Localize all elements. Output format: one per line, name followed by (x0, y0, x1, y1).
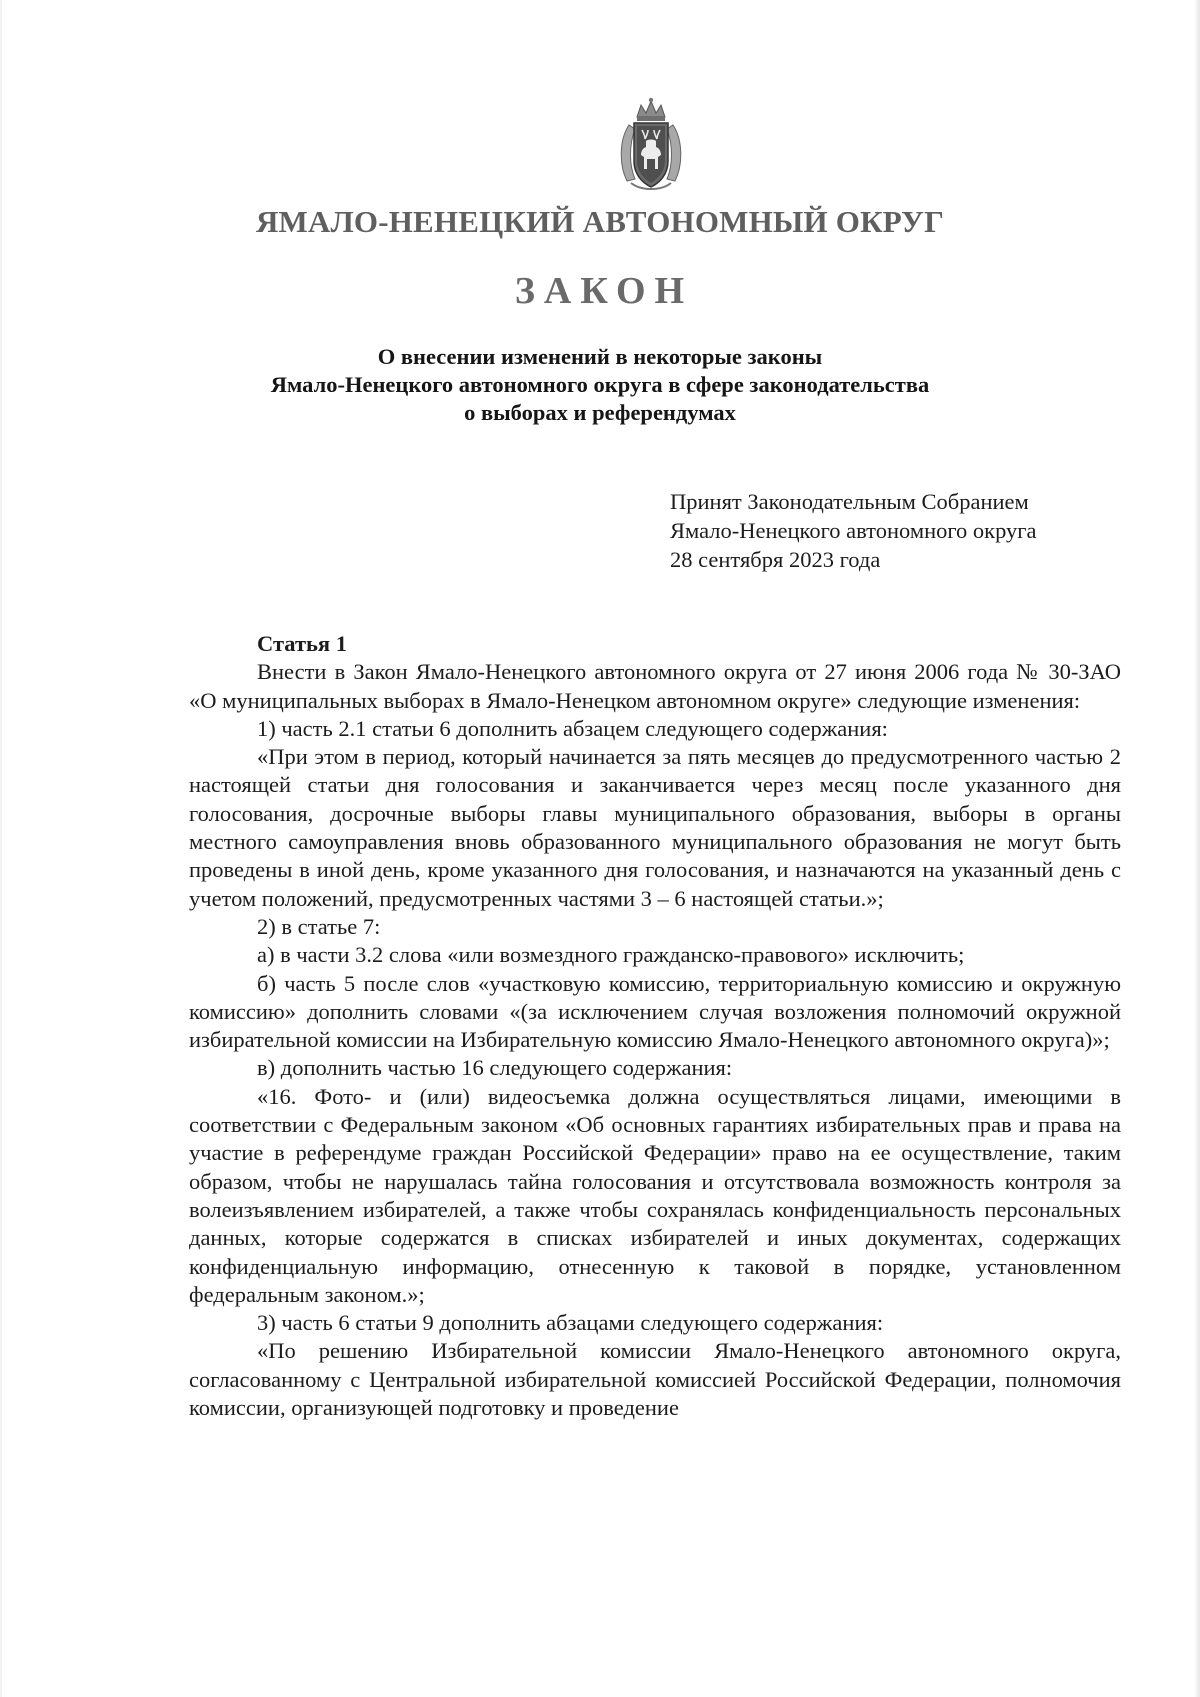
document-type: ЗАКОН (514, 270, 694, 312)
title-line: О внесении изменений в некоторые законы (377, 344, 823, 369)
paragraph-quote-16: «16. Фото- и (или) видеосъемка должна осуществляться лицами, имеющими в соответствии с Федеральным законом «Об основных гарантиях избирательных прав и права на участие в референдуме граждан Российской Федерации» право на ее осуществление, таким образом, чтобы не нарушалась тайна голосования и отсутствовала возможность контроля за волеизъявлением избирателей, а также чтобы сохранялась конфиденциальность персональных данных, которые содержатся в списках избирателей и иных документах, содержащих конфиденциальную информацию, отнесенную к таковой в порядке, установленном федеральным законом.»; (189, 1083, 1121, 1307)
page-right-edge (1194, 0, 1200, 1697)
paragraph-intro: Внести в Закон Ямало-Ненецкого автономного округа от 27 июня 2006 года № 30-ЗАО «О муниципальных выборах в Ямало-Ненецком автономном округе» следующие изменения: (189, 659, 1121, 713)
title-line: о выборах и референдумах (464, 400, 736, 425)
paragraph-item-2a: а) в части 3.2 слова «или возмездного гражданско-правового» исключить; (257, 942, 965, 968)
paragraph-quote-1: «При этом в период, который начинается за пять месяцев до предусмотренного частью 2 настоящей статьи дня голосования и заканчивается через месяц после указанного дня голосования, досрочные выборы главы муниципального образования, выборы в органы местного самоуправления вновь образованного муниципального образования не могут быть проведены в иной день, кроме указанного дня голосования, и назначаются на указанный день с учетом положений, предусмотренных частями 3 – 6 настоящей статьи.»; (189, 744, 1121, 911)
adoption-date: 28 сентября 2023 года (670, 547, 881, 572)
article-body (189, 630, 1121, 1422)
article-heading: Статья 1 (257, 631, 347, 656)
paragraph-item-3: 3) часть 6 статьи 9 дополнить абзацами следующего содержания: (257, 1310, 884, 1336)
paragraph-quote-3: «По решению Избирательной комиссии Ямало-Ненецкого автономного округа, согласованному с Центральной избирательной комиссией Российской Федерации, полномочия комиссии, организующей подготовку и проведение (189, 1338, 1121, 1421)
adoption-line: Принят Законодательным Собранием (670, 489, 1029, 514)
page-left-edge (0, 0, 2, 1697)
paragraph-item-2b: б) часть 5 после слов «участковую комиссию, территориальную комиссию и окружную комиссию» дополнить словами «(за исключением случая возложения полномочий окружной избирательной комиссии на Избирательную комиссию Ямало-Ненецкого автономного округа)»; (189, 970, 1121, 1053)
paragraph-item-2v: в) дополнить частью 16 следующего содержания: (257, 1055, 733, 1081)
title-line: Ямало-Ненецкого автономного округа в сфере законодательства (270, 372, 930, 397)
document-title (0, 343, 1200, 427)
adoption-line: Ямало-Ненецкого автономного округа (670, 518, 1037, 543)
paragraph-item-1: 1) часть 2.1 статьи 6 дополнить абзацем следующего содержания: (257, 715, 888, 741)
paragraph-item-2: 2) в статье 7: (257, 913, 381, 939)
adoption-block (670, 487, 1037, 574)
region-name: ЯМАЛО-НЕНЕЦКИЙ АВТОНОМНЫЙ ОКРУГ (255, 204, 945, 239)
coat-of-arms-icon (615, 95, 687, 195)
